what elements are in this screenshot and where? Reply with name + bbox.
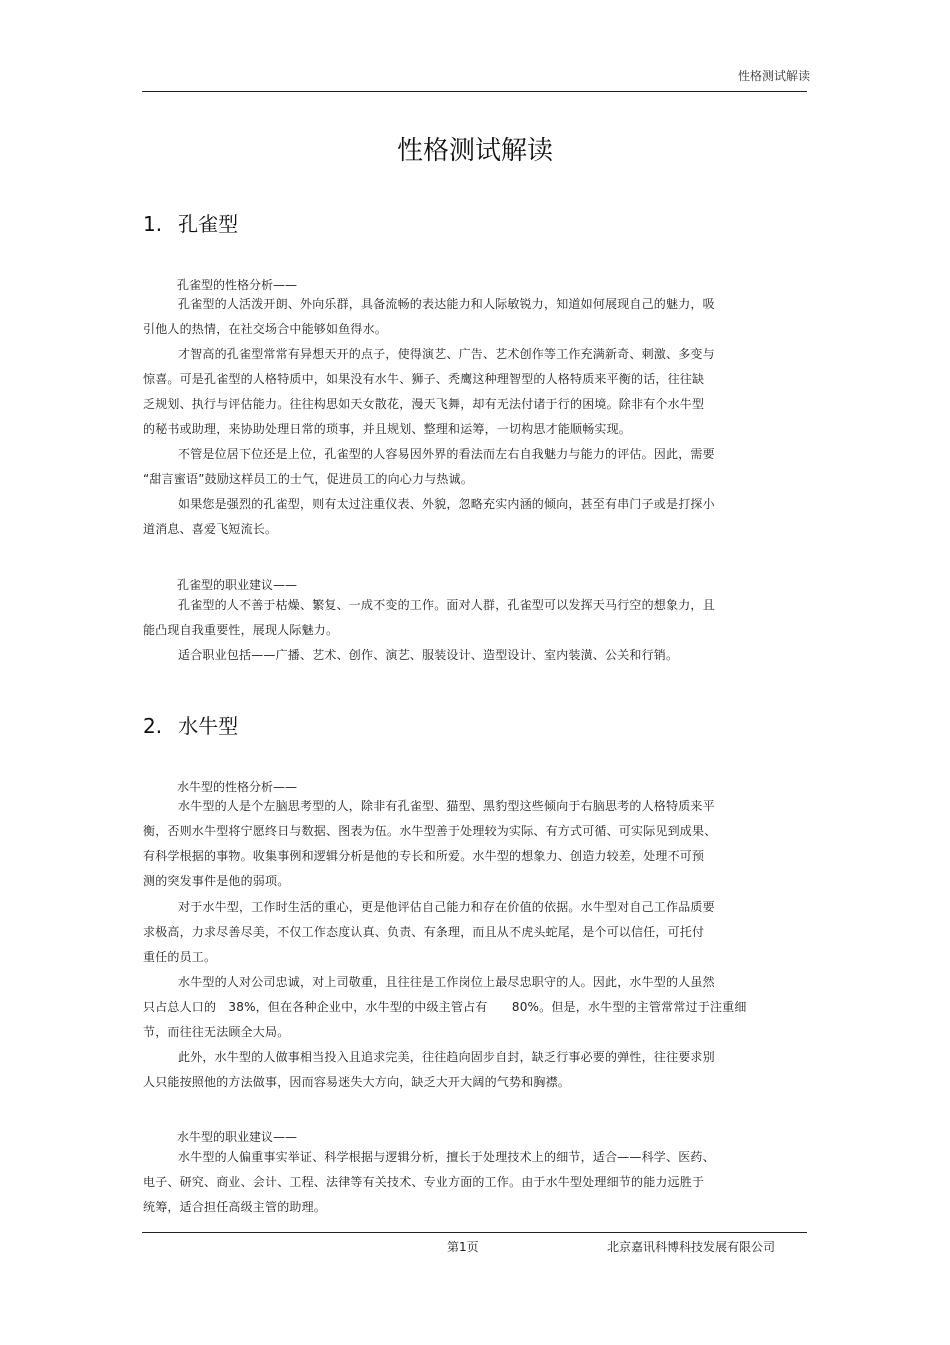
section-heading-2 — [143, 710, 238, 739]
footer-divider — [142, 1232, 807, 1233]
analysis-subheading: 水牛型的性格分析—— — [177, 780, 298, 794]
running-header: 性格测试解读 — [737, 69, 810, 83]
paragraph: 才智高的孔雀型常常有异想天开的点子，使得演艺、广告、艺术创作等工作充满新奇、刺激、多变与 惊喜。可是孔雀型的人格特质中，如果没有水牛、狮子、秃鹰这种理智型的人格特质来平衡的话，往往缺 乏规划、执行与评估能力。往往构思如天女散花，漫天飞舞，却有无法付诸于行的困境。除非有个水牛型 的秘书或助理，来协助处理日常的琐事，并且规划、整理和运筹，一切构思才能顺畅实现。 — [143, 347, 715, 436]
paragraph: 孔雀型的人不善于枯燥、繁复、一成不变的工作。面对人群，孔雀型可以发挥天马行空的想象力，且 能凸现自我重要性，展现人际魅力。 — [143, 598, 715, 637]
page-number: 第1页 — [447, 1240, 479, 1254]
paragraph: 此外，水牛型的人做事相当投入且追求完美，往往趋向固步自封，缺乏行事必要的弹性，往往要求别 人只能按照他的方法做事，因而容易迷失大方向，缺乏大开大阔的气势和胸襟。 — [143, 1050, 715, 1089]
company-name: 北京嘉讯科博科技发展有限公司 — [607, 1240, 776, 1254]
paragraph: 不管是位居下位还是上位，孔雀型的人容易因外界的看法而左右自我魅力与能力的评估。因此，需要 “甜言蜜语”鼓励这样员工的士气，促进员工的向心力与热诚。 — [143, 447, 715, 486]
paragraph: 适合职业包括——广播、艺术、创作、演艺、服装设计、造型设计、室内装潢、公关和行销。 — [178, 648, 679, 662]
document-title: 性格测试解读 — [396, 136, 553, 166]
section-heading-1 — [143, 208, 238, 237]
section-number: 1. — [143, 212, 163, 236]
career-subheading: 孔雀型的职业建议—— — [177, 578, 298, 592]
paragraph: 如果您是强烈的孔雀型，则有太过注重仪表、外貌，忽略充实内涵的倾向，甚至有串门子或是打探小 道消息、喜爱飞短流长。 — [143, 497, 715, 536]
analysis-subheading: 孔雀型的性格分析—— — [177, 278, 298, 292]
section-title: 水牛型 — [178, 714, 239, 738]
header-divider — [142, 91, 807, 92]
section-number: 2. — [143, 714, 163, 738]
paragraph: 对于水牛型，工作时生活的重心，更是他评估自己能力和存在价值的依据。水牛型对自己工作品质要 求极高，力求尽善尽美，不仅工作态度认真、负责、有条理，而且从不虎头蛇尾，是个可以信任，可托付 重任的员工。 — [143, 900, 715, 964]
paragraph: 水牛型的人对公司忠诚，对上司敬重，且往往是工作岗位上最尽忠职守的人。因此，水牛型的人虽然 只占总人口的 38%，但在各种企业中，水牛型的中级主管占有 80%。但是，水牛型的主管常常过于注重细 节，而往往无法顾全大局。 — [143, 975, 747, 1039]
paragraph: 孔雀型的人活泼开朗、外向乐群，具备流畅的表达能力和人际敏锐力，知道如何展现自己的魅力，吸 引他人的热情，在社交场合中能够如鱼得水。 — [143, 297, 715, 336]
career-subheading: 水牛型的职业建议—— — [177, 1130, 298, 1144]
paragraph: 水牛型的人偏重事实举证、科学根据与逻辑分析，擅长于处理技术上的细节，适合——科学、医药、 电子、研究、商业、会计、工程、法律等有关技术、专业方面的工作。由于水牛型处理细节的能力远胜于 统筹，适合担任高级主管的助理。 — [143, 1150, 715, 1214]
section-title: 孔雀型 — [178, 212, 239, 236]
paragraph: 水牛型的人是个左脑思考型的人，除非有孔雀型、猫型、黑豹型这些倾向于右脑思考的人格特质来平 衡，否则水牛型将宁愿终日与数据、图表为伍。水牛型善于处理较为实际、有方式可循、可实际见到成果、 有科学根据的事物。收集事例和逻辑分析是他的专长和所爱。水牛型的想象力、创造力较差，处理不可预 测的突发事件是他的弱项。 — [143, 799, 717, 888]
